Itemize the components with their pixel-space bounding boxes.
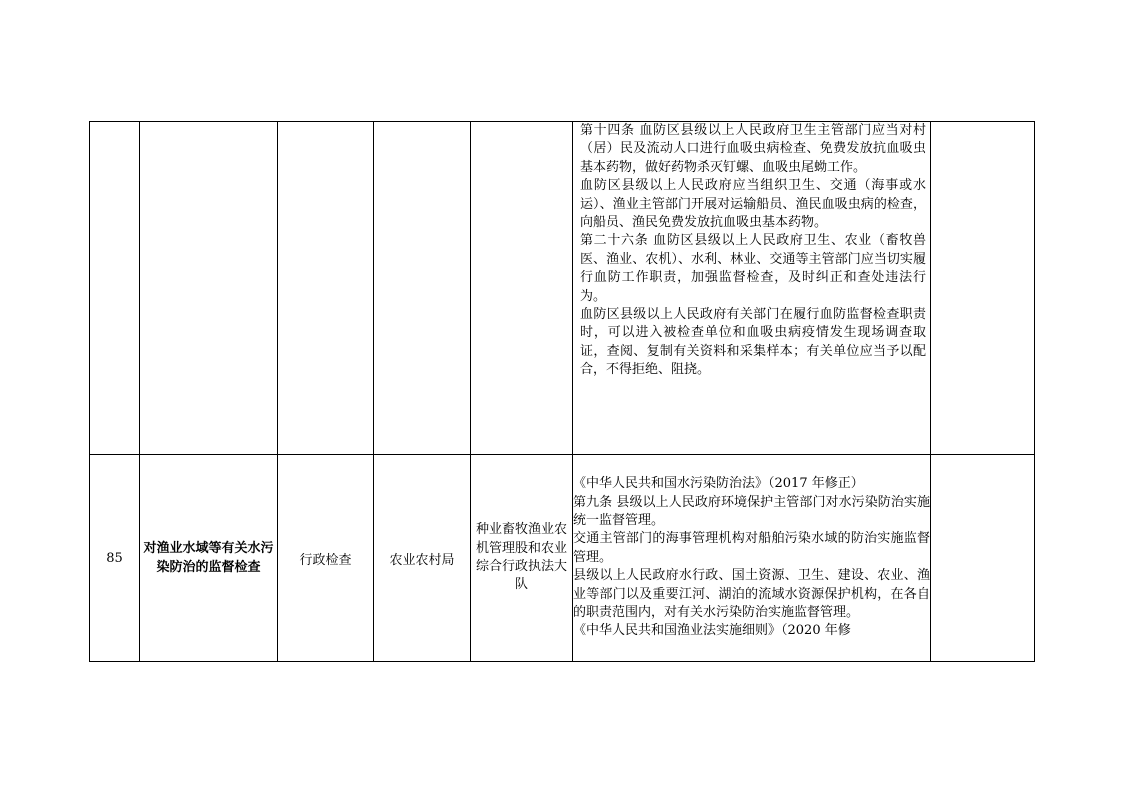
legal-basis-cell	[573, 122, 931, 455]
legal-basis-cell	[573, 455, 931, 662]
category-cell: 行政检查	[278, 455, 374, 662]
number-cell: 85	[90, 455, 140, 662]
basis-paragraph: 血防区县级以上人民政府有关部门在履行血防监督检查职责时，可以进入被检查单位和血吸虫病疫情发生现场调查取证，查阅、复制有关资料和采集样本；有关单位应当予以配合，不得拒绝、阻挠。	[580, 307, 926, 378]
powers-table	[89, 121, 1035, 662]
table-row	[90, 122, 1035, 455]
unit-cell	[471, 122, 573, 455]
basis-paragraph: 《中华人民共和国渔业法实施细则》（2020 年修	[573, 623, 851, 639]
table-row	[90, 455, 1035, 662]
basis-paragraph: 第二十六条 血防区县级以上人民政府卫生、农业（畜牧兽医、渔业、农机）、水利、林业、交通等主管部门应当切实履行血防工作职责，加强监督检查，及时纠正和查处违法行为。	[580, 233, 926, 304]
basis-paragraph: 血防区县级以上人民政府应当组织卫生、交通（海事或水运）、渔业主管部门开展对运输船员、渔民血吸虫病的检查，向船员、渔民免费发放抗血吸虫基本药物。	[580, 178, 926, 231]
basis-paragraph: 交通主管部门的海事管理机构对船舶污染水域的防治实施监督管理。	[573, 531, 930, 565]
item-name-cell: 对渔业水域等有关水污染防治的监督检查	[140, 455, 278, 662]
department-cell: 农业农村局	[374, 455, 471, 662]
remarks-cell	[931, 122, 1035, 455]
department-cell	[374, 122, 471, 455]
basis-paragraph: 第十四条 血防区县级以上人民政府卫生主管部门应当对村（居）民及流动人口进行血吸虫病检查、免费发放抗血吸虫基本药物，做好药物杀灭钉螺、血吸虫尾蚴工作。	[580, 123, 926, 175]
basis-paragraph: 第九条 县级以上人民政府环境保护主管部门对水污染防治实施统一监督管理。	[573, 494, 930, 528]
unit-cell: 种业畜牧渔业农机管理股和农业综合行政执法大队	[471, 455, 573, 662]
number-cell	[90, 122, 140, 455]
basis-paragraph: 县级以上人民政府水行政、国土资源、卫生、建设、农业、渔业等部门以及重要江河、湖泊的流域水资源保护机构，在各自的职责范围内，对有关水污染防治实施监督管理。	[573, 568, 930, 621]
remarks-cell	[931, 455, 1035, 662]
basis-paragraph: 《中华人民共和国水污染防治法》（2017 年修正）	[573, 476, 864, 492]
category-cell	[278, 122, 374, 455]
item-name-cell	[140, 122, 278, 455]
